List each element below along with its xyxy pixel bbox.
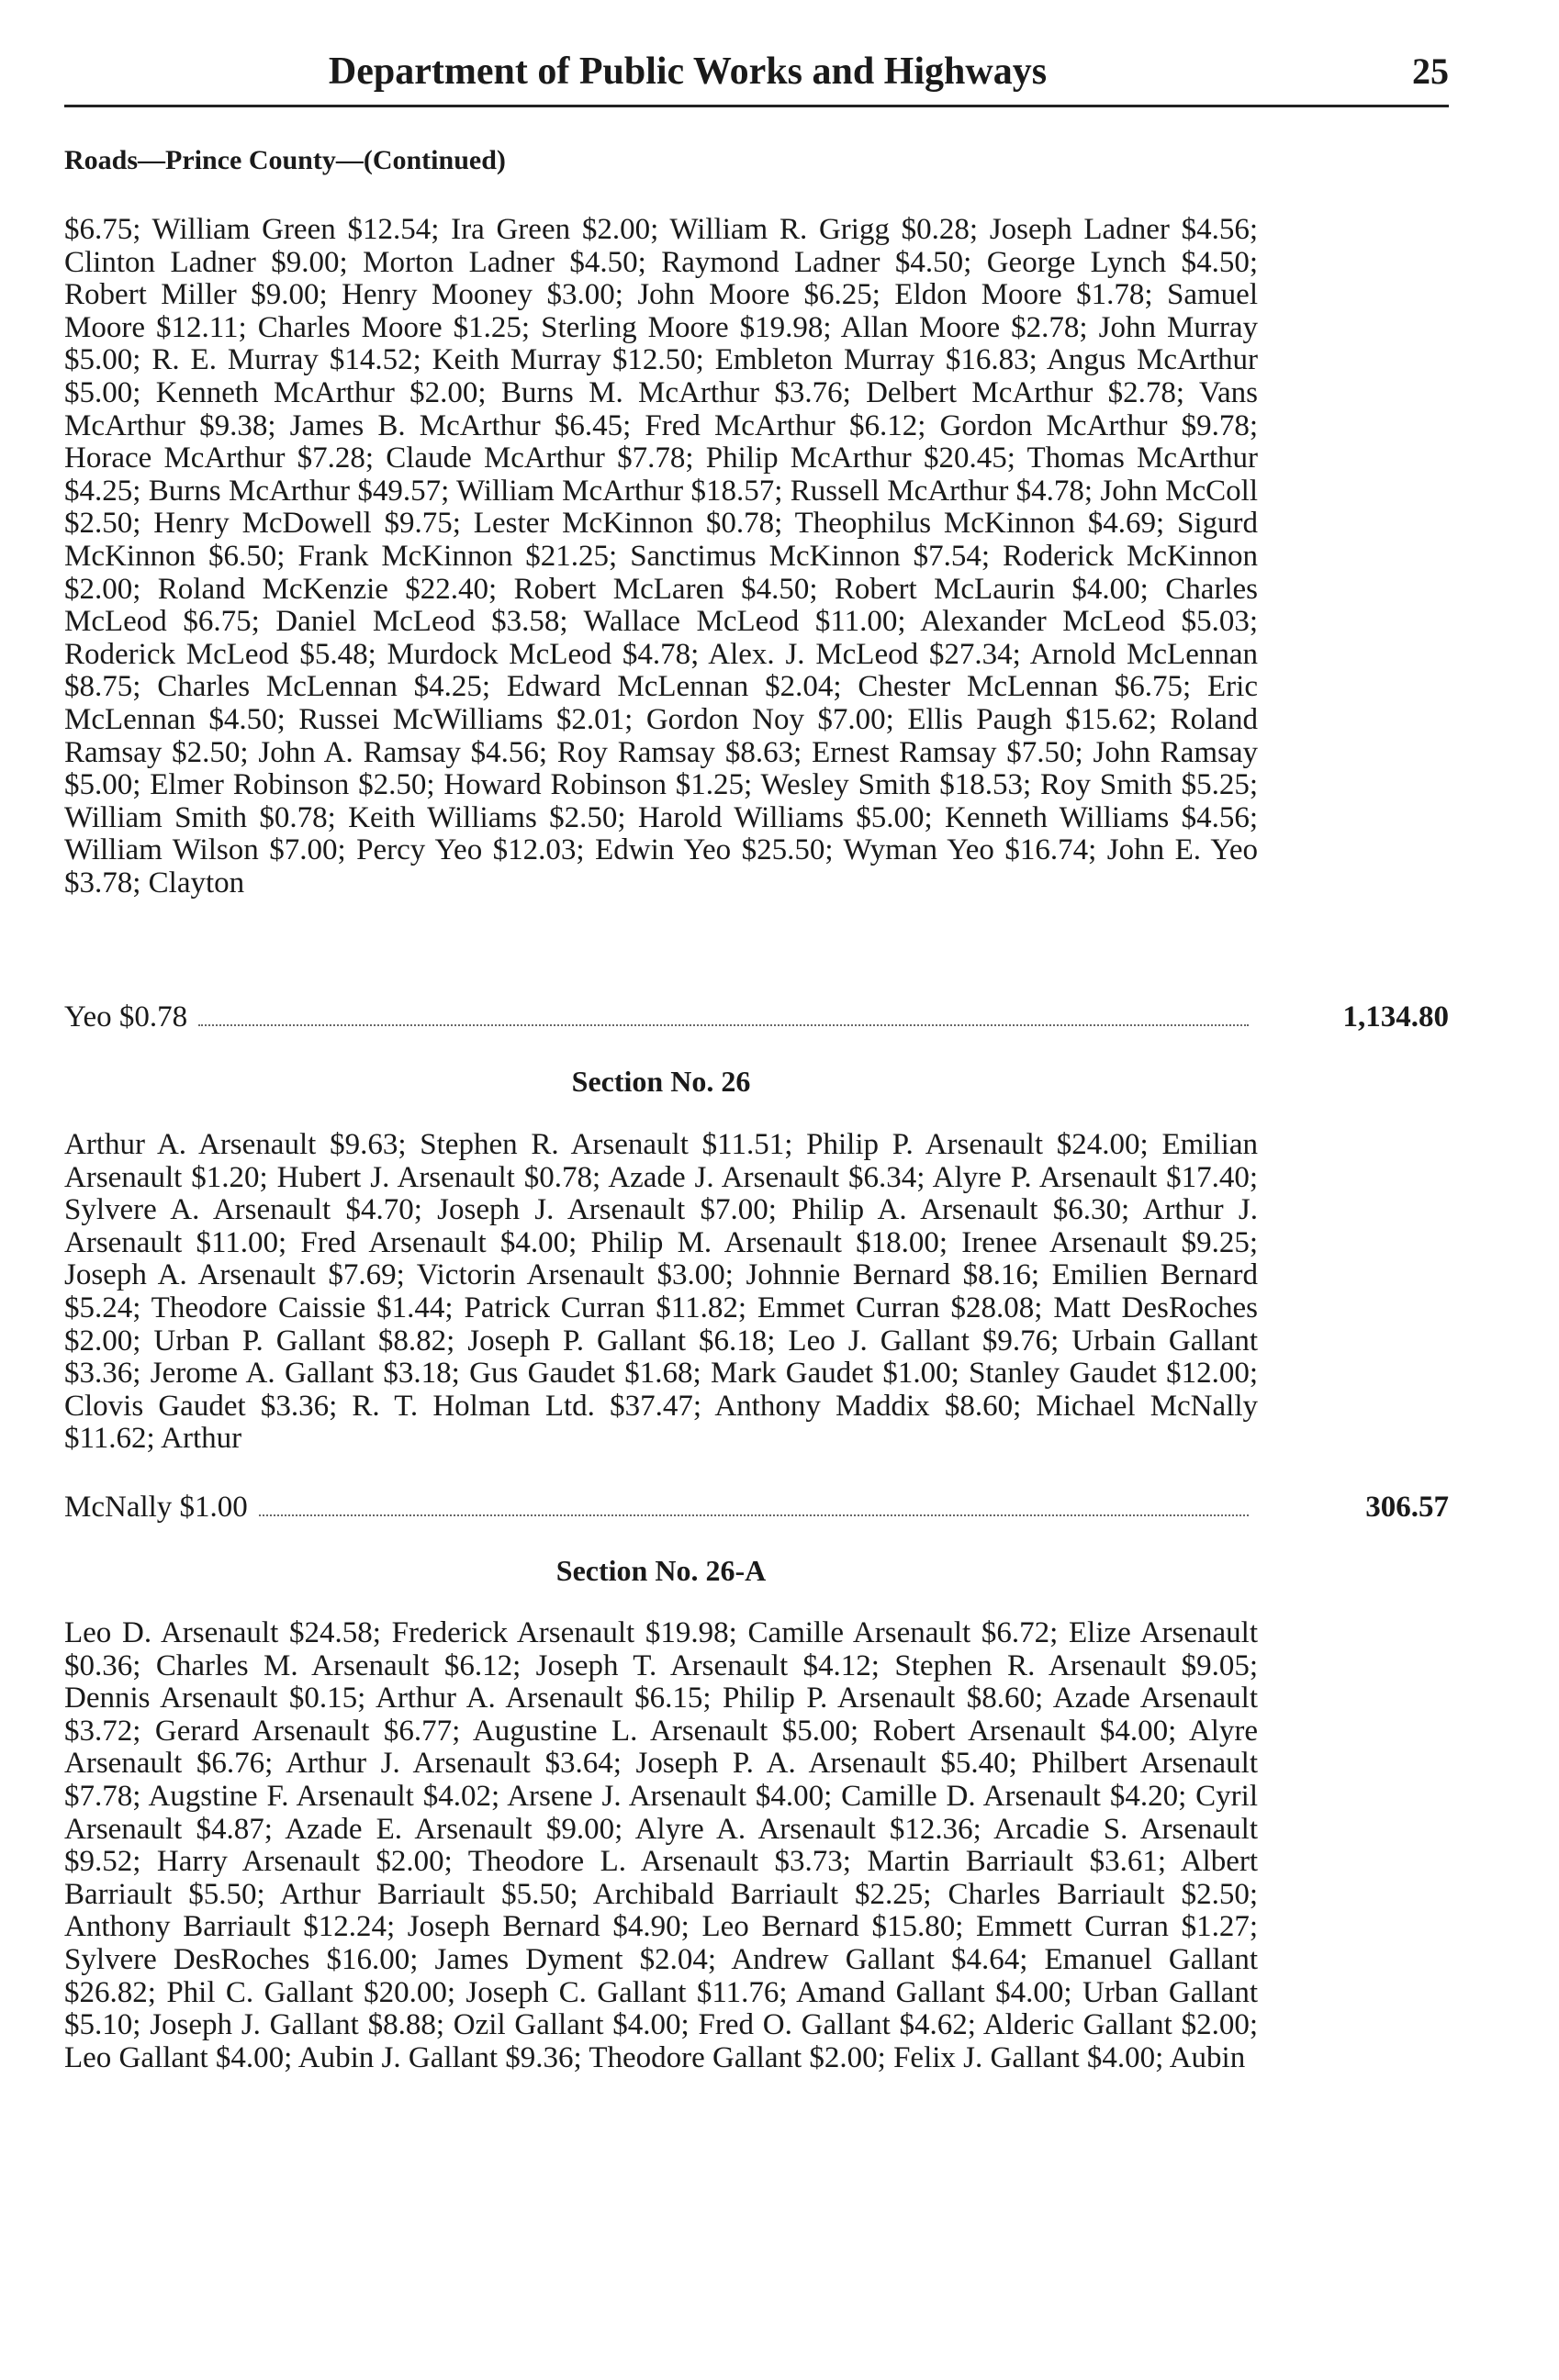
final-entry: Yeo $0.78 — [64, 1000, 188, 1034]
entries-paragraph: $6.75; William Green $12.54; Ira Green $2.00; William R. Grigg $0.28; Joseph Ladner $4.56; Clinton Ladner $9.00; Morton Ladner $4.50; Raymond Ladner $4.50; George Lynch $4.50; Robert Miller $9.00; Henry Mooney $3.00; John Moore $6.25; Eldon Moore $1.78; Samuel Moore $12.11; Charles Moore $1.25; Sterling Moore $19.98; Allan Moore $2.78; John Murray $5.00; R. E. Murray $14.52; Keith Murray $12.50; Embleton Murray $16.83; Angus McArthur $5.00; Kenneth McArthur $2.00; Burns M. McArthur $3.76; Delbert McArthur $2.78; Vans McArthur $9.38; James B. McArthur $6.45; Fred McArthur $6.12; Gordon McArthur $9.78; Horace McArthur $7.28; Claude McArthur $7.78; Philip McArthur $20.45; Thomas McArthur $4.25; Burns McArthur $49.57; William McArthur $18.57; Russell McArthur $4.78; John McColl $2.50; Henry McDowell $9.75; Lester McKinnon $0.78; Theophilus McKinnon $4.69; Sigurd McKinnon $6.50; Frank McKinnon $21.25; Sanctimus McKinnon $7.54; Roderick McKinnon $2.00; Roland McKenzie $22.40; Robert McLaren $4.50; Robert McLaurin $4.00; Charles McLeod $6.75; Daniel McLeod $3.58; Wallace McLeod $11.00; Alexander McLeod $5.03; Roderick McLeod $5.48; Murdock McLeod $4.78; Alex. J. McLeod $27.34; Arnold McLennan $8.75; Charles McLennan $4.25; Edward McLennan $2.04; Chester McLennan $6.75; Eric McLennan $4.50; Russei McWilliams $2.01; Gordon Noy $7.00; Ellis Paugh $15.62; Roland Ramsay $2.50; John A. Ramsay $4.56; Roy Ramsay $8.63; Ernest Ramsay $7.50; John Ramsay $5.00; Elmer Robinson $2.50; Howard Robinson $1.25; Wesley Smith $18.53; Roy Smith $5.25; William Smith $0.78; Keith Williams $2.50; Harold Williams $5.00; Kenneth Williams $4.56; William Wilson $7.00; Percy Yeo $12.03; Edwin Yeo $25.50; Wyman Yeo $16.74; John E. Yeo $3.78; Clayton — [64, 213, 1258, 899]
entries-paragraph: Leo D. Arsenault $24.58; Frederick Arsenault $19.98; Camille Arsenault $6.72; Elize Arsenault $0.36; Charles M. Arsenault $6.12; Joseph T. Arsenault $4.12; Stephen R. Arsenault $9.05; Dennis Arsenault $0.15; Arthur A. Arsenault $6.15; Philip P. Arsenault $8.60; Azade Arsenault $3.72; Gerard Arsenault $6.77; Augustine L. Arsenault $5.00; Robert Arsenault $4.00; Alyre Arsenault $6.76; Arthur J. Arsenault $3.64; Joseph P. A. Arsenault $5.40; Philbert Arsenault $7.78; Augstine F. Arsenault $4.02; Arsene J. Arsenault $4.00; Camille D. Arsenault $4.20; Cyril Arsenault $4.87; Azade E. Arsenault $9.00; Alyre A. Arsenault $12.36; Arcadie S. Arsenault $9.52; Harry Arsenault $2.00; Theodore L. Arsenault $3.73; Martin Barriault $3.61; Albert Barriault $5.50; Arthur Barriault $5.50; Archibald Barriault $2.25; Charles Barriault $2.50; Anthony Barriault $12.24; Joseph Bernard $4.90; Leo Bernard $15.80; Emmett Curran $1.27; Sylvere DesRoches $16.00; James Dyment $2.04; Andrew Gallant $4.64; Emanuel Gallant $26.82; Phil C. Gallant $20.00; Joseph C. Gallant $11.76; Amand Gallant $4.00; Urban Gallant $5.10; Joseph J. Gallant $8.88; Ozil Gallant $4.00; Fred O. Gallant $4.62; Alderic Gallant $2.00; Leo Gallant $4.00; Aubin J. Gallant $9.36; Theodore Gallant $2.00; Felix J. Gallant $4.00; Aubin — [64, 1616, 1258, 2074]
dot-leader — [198, 1023, 1249, 1026]
final-entry-line — [64, 1491, 1258, 1524]
final-entry-line — [64, 1000, 1258, 1034]
header-rule — [64, 105, 1449, 107]
entries-paragraph: Arthur A. Arsenault $9.63; Stephen R. Arsenault $11.51; Philip P. Arsenault $24.00; Emilian Arsenault $1.20; Hubert J. Arsenault $0.78; Azade J. Arsenault $6.34; Alyre P. Arsenault $17.40; Sylvere A. Arsenault $4.70; Joseph J. Arsenault $7.00; Philip A. Arsenault $6.30; Arthur J. Arsenault $11.00; Fred Arsenault $4.00; Philip M. Arsenault $18.00; Irenee Arsenault $9.25; Joseph A. Arsenault $7.69; Victorin Arsenault $3.00; Johnnie Bernard $8.16; Emilien Bernard $5.24; Theodore Caissie $1.44; Patrick Curran $11.82; Emmet Curran $28.08; Matt DesRoches $2.00; Urban P. Gallant $8.82; Joseph P. Gallant $6.18; Leo J. Gallant $9.76; Urbain Gallant $3.36; Jerome A. Gallant $3.18; Gus Gaudet $1.68; Mark Gaudet $1.00; Stanley Gaudet $12.00; Clovis Gaudet $3.36; R. T. Holman Ltd. $37.47; Anthony Maddix $8.60; Michael McNally $11.62; Arthur — [64, 1128, 1258, 1456]
page-number: 25 — [1412, 50, 1449, 92]
section-heading: Section No. 26 — [571, 1065, 751, 1098]
section-total: 1,134.80 — [1342, 1000, 1449, 1034]
continuation-heading: Roads—Prince County—(Continued) — [64, 145, 506, 175]
section-total: 306.57 — [1365, 1491, 1449, 1524]
running-title: Department of Public Works and Highways — [328, 50, 1048, 93]
running-header — [64, 50, 1449, 97]
dot-leader — [259, 1514, 1249, 1516]
section-heading: Section No. 26-A — [555, 1554, 767, 1587]
final-entry: McNally $1.00 — [64, 1491, 248, 1524]
